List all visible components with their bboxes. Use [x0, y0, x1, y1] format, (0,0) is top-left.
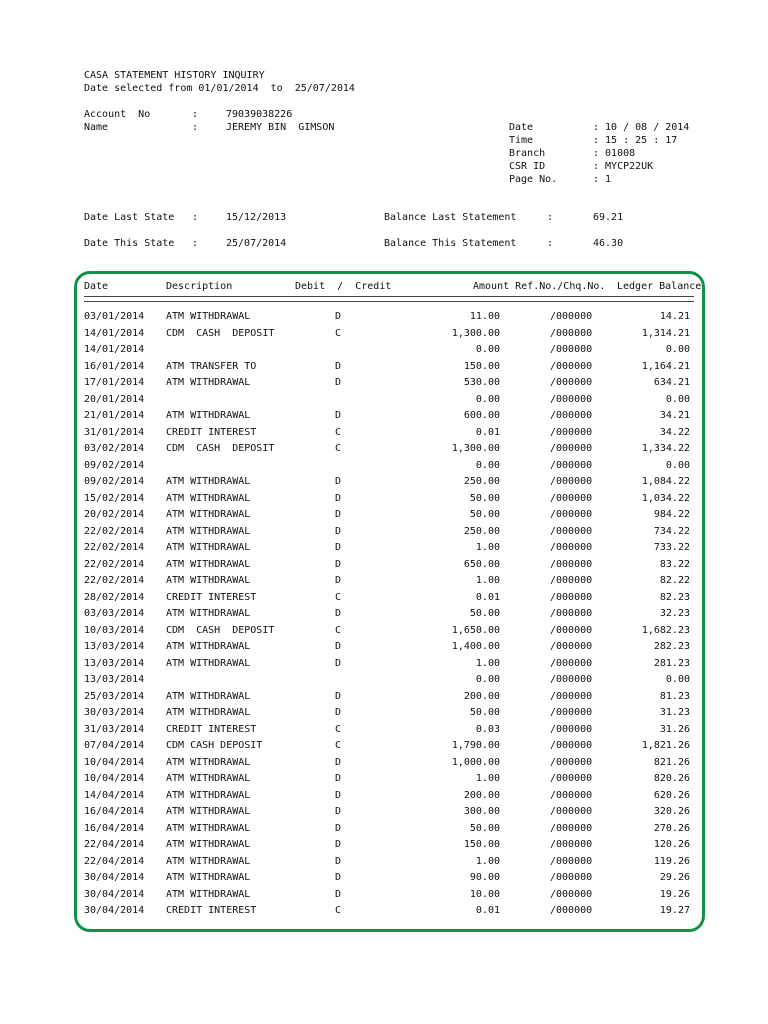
date-last-statement-label: Date Last State	[84, 212, 175, 223]
row-date: 30/04/2014	[84, 905, 145, 916]
row-debit-credit: D	[335, 360, 342, 372]
row-amount: 50.00	[469, 509, 500, 520]
header-separator	[84, 296, 694, 302]
row-amount: 1,300.00	[451, 443, 500, 454]
row-date: 03/02/2014	[84, 443, 145, 454]
meta-csr-value: : MYCP22UK	[593, 161, 654, 172]
row-ref-no: /000000	[550, 872, 593, 883]
row-ledger-balance: 1,682.23	[641, 624, 690, 636]
row-ledger-balance: 1,334.22	[641, 443, 690, 454]
row-description: ATM WITHDRAWAL	[166, 822, 251, 834]
row-description: ATM WITHDRAWAL	[166, 872, 251, 883]
row-description: ATM WITHDRAWAL	[166, 575, 251, 586]
row-description: CREDIT INTEREST	[166, 591, 257, 603]
row-amount: 250.00	[463, 476, 500, 487]
row-description: ATM WITHDRAWAL	[166, 641, 251, 652]
table-row	[0, 854, 768, 870]
row-ledger-balance: 1,821.26	[641, 740, 690, 751]
row-ref-no: /000000	[550, 377, 593, 388]
row-ref-no: /000000	[550, 575, 593, 586]
table-row	[0, 425, 768, 441]
row-amount: 0.01	[475, 426, 500, 438]
row-ledger-balance: 14.21	[659, 311, 690, 322]
row-debit-credit: C	[335, 624, 342, 636]
row-ledger-balance: 634.21	[653, 377, 690, 388]
row-ref-no: /000000	[550, 806, 593, 817]
row-ledger-balance: 34.21	[659, 410, 690, 421]
row-ref-no: /000000	[550, 855, 593, 867]
row-ledger-balance: 320.26	[653, 806, 690, 817]
table-row	[0, 524, 768, 540]
row-description: ATM WITHDRAWAL	[166, 888, 251, 900]
row-debit-credit: D	[335, 608, 342, 619]
row-date: 21/01/2014	[84, 410, 145, 421]
meta-branch-value: : 01008	[593, 148, 636, 159]
row-amount: 1,300.00	[451, 327, 500, 339]
meta-date-label: Date	[509, 122, 534, 133]
row-amount: 1.00	[475, 542, 500, 553]
row-ledger-balance: 82.22	[659, 575, 690, 586]
row-ref-no: /000000	[550, 624, 593, 636]
meta-page-label: Page No.	[509, 174, 558, 185]
table-row	[0, 887, 768, 903]
row-date: 22/02/2014	[84, 558, 145, 570]
row-debit-credit: D	[335, 509, 342, 520]
row-amount: 600.00	[463, 410, 500, 421]
table-row	[0, 672, 768, 688]
row-ledger-balance: 1,084.22	[641, 476, 690, 487]
row-date: 22/04/2014	[84, 839, 145, 850]
row-amount: 1,650.00	[451, 624, 500, 636]
row-ref-no: /000000	[550, 509, 593, 520]
row-date: 10/04/2014	[84, 773, 145, 784]
row-date: 13/03/2014	[84, 657, 145, 669]
meta-branch-label: Branch	[509, 148, 546, 159]
row-ref-no: /000000	[550, 591, 593, 603]
row-description: ATM WITHDRAWAL	[166, 311, 251, 322]
row-description: CDM CASH DEPOSIT	[166, 740, 263, 751]
row-debit-credit: C	[335, 905, 342, 916]
row-date: 16/04/2014	[84, 806, 145, 817]
row-ledger-balance: 0.00	[665, 459, 690, 471]
balance-this-statement-colon: :	[547, 238, 554, 249]
row-description: CREDIT INTEREST	[166, 905, 257, 916]
row-debit-credit: C	[335, 327, 342, 339]
row-date: 09/02/2014	[84, 459, 145, 471]
row-debit-credit: D	[335, 839, 342, 850]
row-date: 20/01/2014	[84, 393, 145, 405]
table-row	[0, 557, 768, 573]
date-this-statement-value: 25/07/2014	[226, 238, 287, 249]
row-amount: 0.00	[475, 344, 500, 355]
row-ref-no: /000000	[550, 756, 593, 768]
row-debit-credit: C	[335, 591, 342, 603]
row-amount: 200.00	[463, 690, 500, 702]
row-description: ATM WITHDRAWAL	[166, 492, 251, 504]
name-label: Name	[84, 122, 109, 133]
row-description: ATM WITHDRAWAL	[166, 525, 251, 537]
row-amount: 50.00	[469, 492, 500, 504]
table-row	[0, 837, 768, 853]
row-debit-credit: D	[335, 492, 342, 504]
row-description: ATM WITHDRAWAL	[166, 542, 251, 553]
row-ref-no: /000000	[550, 459, 593, 471]
row-date: 10/04/2014	[84, 756, 145, 768]
row-date: 14/04/2014	[84, 789, 145, 801]
row-date: 28/02/2014	[84, 591, 145, 603]
meta-date-value: : 10 / 08 / 2014	[593, 122, 690, 133]
row-ref-no: /000000	[550, 542, 593, 553]
row-description: ATM WITHDRAWAL	[166, 558, 251, 570]
row-ledger-balance: 281.23	[653, 657, 690, 669]
date-this-statement-label: Date This State	[84, 238, 175, 249]
row-ledger-balance: 1,314.21	[641, 327, 690, 339]
row-amount: 0.00	[475, 459, 500, 471]
row-ledger-balance: 733.22	[653, 542, 690, 553]
table-row	[0, 606, 768, 622]
row-ledger-balance: 31.23	[659, 707, 690, 718]
row-amount: 0.01	[475, 905, 500, 916]
row-amount: 0.01	[475, 591, 500, 603]
col-ledger-header: Ledger Balance	[617, 281, 702, 292]
row-ledger-balance: 270.26	[653, 822, 690, 834]
row-ledger-balance: 821.26	[653, 756, 690, 768]
row-amount: 300.00	[463, 806, 500, 817]
row-debit-credit: D	[335, 575, 342, 586]
row-ref-no: /000000	[550, 608, 593, 619]
row-amount: 1.00	[475, 657, 500, 669]
table-row	[0, 722, 768, 738]
balance-last-statement-label: Balance Last Statement	[384, 212, 517, 223]
row-ledger-balance: 620.26	[653, 789, 690, 801]
name-colon: :	[192, 122, 199, 133]
row-description: ATM WITHDRAWAL	[166, 756, 251, 768]
row-ledger-balance: 1,034.22	[641, 492, 690, 504]
date-range: Date selected from 01/01/2014 to 25/07/2014	[84, 83, 355, 94]
date-this-statement-colon: :	[192, 238, 199, 249]
row-ref-no: /000000	[550, 410, 593, 421]
row-description: ATM TRANSFER TO	[166, 360, 257, 372]
row-ledger-balance: 282.23	[653, 641, 690, 652]
row-amount: 11.00	[469, 311, 500, 322]
table-row	[0, 903, 768, 919]
row-ref-no: /000000	[550, 839, 593, 850]
row-amount: 10.00	[469, 888, 500, 900]
row-date: 30/03/2014	[84, 707, 145, 718]
table-row	[0, 408, 768, 424]
row-ref-no: /000000	[550, 311, 593, 322]
row-amount: 530.00	[463, 377, 500, 388]
row-description: ATM WITHDRAWAL	[166, 608, 251, 619]
row-amount: 1.00	[475, 773, 500, 784]
table-row	[0, 359, 768, 375]
row-amount: 0.00	[475, 674, 500, 685]
row-ref-no: /000000	[550, 360, 593, 372]
row-ref-no: /000000	[550, 723, 593, 735]
table-row	[0, 870, 768, 886]
row-ref-no: /000000	[550, 905, 593, 916]
row-ref-no: /000000	[550, 690, 593, 702]
row-date: 14/01/2014	[84, 344, 145, 355]
row-ledger-balance: 82.23	[659, 591, 690, 603]
name-value: JEREMY BIN GIMSON	[226, 122, 335, 133]
row-debit-credit: D	[335, 756, 342, 768]
row-debit-credit: D	[335, 806, 342, 817]
row-amount: 1.00	[475, 855, 500, 867]
row-ref-no: /000000	[550, 888, 593, 900]
row-date: 20/02/2014	[84, 509, 145, 520]
row-ledger-balance: 1,164.21	[641, 360, 690, 372]
row-debit-credit: D	[335, 657, 342, 669]
table-row	[0, 458, 768, 474]
row-date: 13/03/2014	[84, 674, 145, 685]
row-ledger-balance: 0.00	[665, 674, 690, 685]
row-amount: 1,400.00	[451, 641, 500, 652]
row-ref-no: /000000	[550, 558, 593, 570]
row-ledger-balance: 83.22	[659, 558, 690, 570]
meta-time-value: : 15 : 25 : 17	[593, 135, 678, 146]
row-amount: 1,790.00	[451, 740, 500, 751]
row-amount: 0.00	[475, 393, 500, 405]
meta-csr-label: CSR ID	[509, 161, 546, 172]
row-date: 22/02/2014	[84, 542, 145, 553]
row-ref-no: /000000	[550, 674, 593, 685]
table-row	[0, 590, 768, 606]
table-row	[0, 623, 768, 639]
row-description: ATM WITHDRAWAL	[166, 839, 251, 850]
row-ledger-balance: 31.26	[659, 723, 690, 735]
row-date: 22/02/2014	[84, 525, 145, 537]
row-debit-credit: D	[335, 542, 342, 553]
table-row	[0, 821, 768, 837]
row-date: 22/02/2014	[84, 575, 145, 586]
row-ref-no: /000000	[550, 773, 593, 784]
row-date: 22/04/2014	[84, 855, 145, 867]
row-amount: 50.00	[469, 707, 500, 718]
row-ledger-balance: 19.26	[659, 888, 690, 900]
row-amount: 150.00	[463, 839, 500, 850]
row-ledger-balance: 29.26	[659, 872, 690, 883]
row-debit-credit: D	[335, 822, 342, 834]
table-row	[0, 656, 768, 672]
row-date: 31/01/2014	[84, 426, 145, 438]
row-debit-credit: C	[335, 740, 342, 751]
row-debit-credit: D	[335, 641, 342, 652]
row-debit-credit: D	[335, 773, 342, 784]
row-debit-credit: C	[335, 426, 342, 438]
row-debit-credit: D	[335, 558, 342, 570]
date-last-statement-value: 15/12/2013	[226, 212, 287, 223]
row-debit-credit: D	[335, 377, 342, 388]
row-amount: 650.00	[463, 558, 500, 570]
row-debit-credit: D	[335, 525, 342, 537]
table-row	[0, 342, 768, 358]
table-row	[0, 441, 768, 457]
row-date: 03/03/2014	[84, 608, 145, 619]
table-row	[0, 491, 768, 507]
row-ledger-balance: 81.23	[659, 690, 690, 702]
row-ref-no: /000000	[550, 641, 593, 652]
row-description: ATM WITHDRAWAL	[166, 690, 251, 702]
row-date: 16/01/2014	[84, 360, 145, 372]
row-debit-credit: C	[335, 723, 342, 735]
row-date: 14/01/2014	[84, 327, 145, 339]
row-date: 17/01/2014	[84, 377, 145, 388]
row-debit-credit: D	[335, 707, 342, 718]
account-no-colon: :	[192, 109, 199, 120]
col-amount-ref-header: Amount Ref.No./Chq.No.	[473, 281, 606, 292]
row-description: ATM WITHDRAWAL	[166, 707, 251, 718]
row-amount: 90.00	[469, 872, 500, 883]
table-row	[0, 392, 768, 408]
row-amount: 50.00	[469, 608, 500, 619]
row-ledger-balance: 119.26	[653, 855, 690, 867]
row-ref-no: /000000	[550, 344, 593, 355]
table-row	[0, 705, 768, 721]
row-description: ATM WITHDRAWAL	[166, 657, 251, 669]
table-row	[0, 738, 768, 754]
row-date: 16/04/2014	[84, 822, 145, 834]
account-no-label: Account No	[84, 109, 151, 120]
date-last-statement-colon: :	[192, 212, 199, 223]
row-debit-credit: D	[335, 476, 342, 487]
row-amount: 200.00	[463, 789, 500, 801]
row-debit-credit: D	[335, 789, 342, 801]
row-description: CREDIT INTEREST	[166, 426, 257, 438]
row-description: CDM CASH DEPOSIT	[166, 327, 275, 339]
meta-time-label: Time	[509, 135, 534, 146]
row-debit-credit: D	[335, 410, 342, 421]
row-debit-credit: D	[335, 872, 342, 883]
row-debit-credit: D	[335, 690, 342, 702]
row-description: ATM WITHDRAWAL	[166, 855, 251, 867]
row-ref-no: /000000	[550, 393, 593, 405]
row-description: ATM WITHDRAWAL	[166, 773, 251, 784]
row-ledger-balance: 820.26	[653, 773, 690, 784]
table-row	[0, 474, 768, 490]
row-date: 13/03/2014	[84, 641, 145, 652]
row-ref-no: /000000	[550, 492, 593, 504]
table-row	[0, 788, 768, 804]
table-row	[0, 639, 768, 655]
row-ledger-balance: 984.22	[653, 509, 690, 520]
table-row	[0, 755, 768, 771]
row-debit-credit: D	[335, 311, 342, 322]
row-description: ATM WITHDRAWAL	[166, 789, 251, 801]
table-row	[0, 326, 768, 342]
row-ref-no: /000000	[550, 443, 593, 454]
row-debit-credit: D	[335, 855, 342, 867]
table-row	[0, 507, 768, 523]
row-ref-no: /000000	[550, 789, 593, 801]
row-amount: 150.00	[463, 360, 500, 372]
col-debit-credit-header: Debit / Credit	[295, 281, 392, 292]
row-date: 07/04/2014	[84, 740, 145, 751]
row-amount: 1.00	[475, 575, 500, 586]
row-date: 30/04/2014	[84, 888, 145, 900]
row-debit-credit: D	[335, 888, 342, 900]
table-row	[0, 309, 768, 325]
col-description-header: Description	[166, 281, 233, 292]
table-row	[0, 375, 768, 391]
row-date: 10/03/2014	[84, 624, 145, 636]
row-ledger-balance: 19.27	[659, 905, 690, 916]
table-row	[0, 689, 768, 705]
row-description: ATM WITHDRAWAL	[166, 509, 251, 520]
row-amount: 250.00	[463, 525, 500, 537]
col-date-header: Date	[84, 281, 109, 292]
row-ref-no: /000000	[550, 707, 593, 718]
row-ledger-balance: 32.23	[659, 608, 690, 619]
row-date: 09/02/2014	[84, 476, 145, 487]
row-description: ATM WITHDRAWAL	[166, 806, 251, 817]
row-description: CREDIT INTEREST	[166, 723, 257, 735]
row-ref-no: /000000	[550, 426, 593, 438]
table-row	[0, 573, 768, 589]
report-title: CASA STATEMENT HISTORY INQUIRY	[84, 70, 265, 81]
balance-last-statement-value: 69.21	[593, 212, 624, 223]
row-ref-no: /000000	[550, 657, 593, 669]
row-ledger-balance: 0.00	[665, 344, 690, 355]
table-row	[0, 771, 768, 787]
row-ledger-balance: 120.26	[653, 839, 690, 850]
balance-this-statement-value: 46.30	[593, 238, 624, 249]
row-date: 31/03/2014	[84, 723, 145, 735]
meta-page-value: : 1	[593, 174, 612, 185]
row-date: 03/01/2014	[84, 311, 145, 322]
table-row	[0, 540, 768, 556]
row-ref-no: /000000	[550, 525, 593, 537]
balance-this-statement-label: Balance This Statement	[384, 238, 517, 249]
row-ledger-balance: 0.00	[665, 393, 690, 405]
row-amount: 1,000.00	[451, 756, 500, 768]
table-row	[0, 804, 768, 820]
row-ref-no: /000000	[550, 822, 593, 834]
row-description: CDM CASH DEPOSIT	[166, 443, 275, 454]
row-amount: 50.00	[469, 822, 500, 834]
row-ref-no: /000000	[550, 327, 593, 339]
balance-last-statement-colon: :	[547, 212, 554, 223]
account-no-value: 79039038226	[226, 109, 293, 120]
row-amount: 0.03	[475, 723, 500, 735]
row-ledger-balance: 34.22	[659, 426, 690, 438]
row-ref-no: /000000	[550, 740, 593, 751]
row-date: 25/03/2014	[84, 690, 145, 702]
row-description: ATM WITHDRAWAL	[166, 476, 251, 487]
row-description: ATM WITHDRAWAL	[166, 377, 251, 388]
row-ref-no: /000000	[550, 476, 593, 487]
row-debit-credit: C	[335, 443, 342, 454]
row-description: ATM WITHDRAWAL	[166, 410, 251, 421]
row-date: 30/04/2014	[84, 872, 145, 883]
row-ledger-balance: 734.22	[653, 525, 690, 537]
row-date: 15/02/2014	[84, 492, 145, 504]
row-description: CDM CASH DEPOSIT	[166, 624, 275, 636]
